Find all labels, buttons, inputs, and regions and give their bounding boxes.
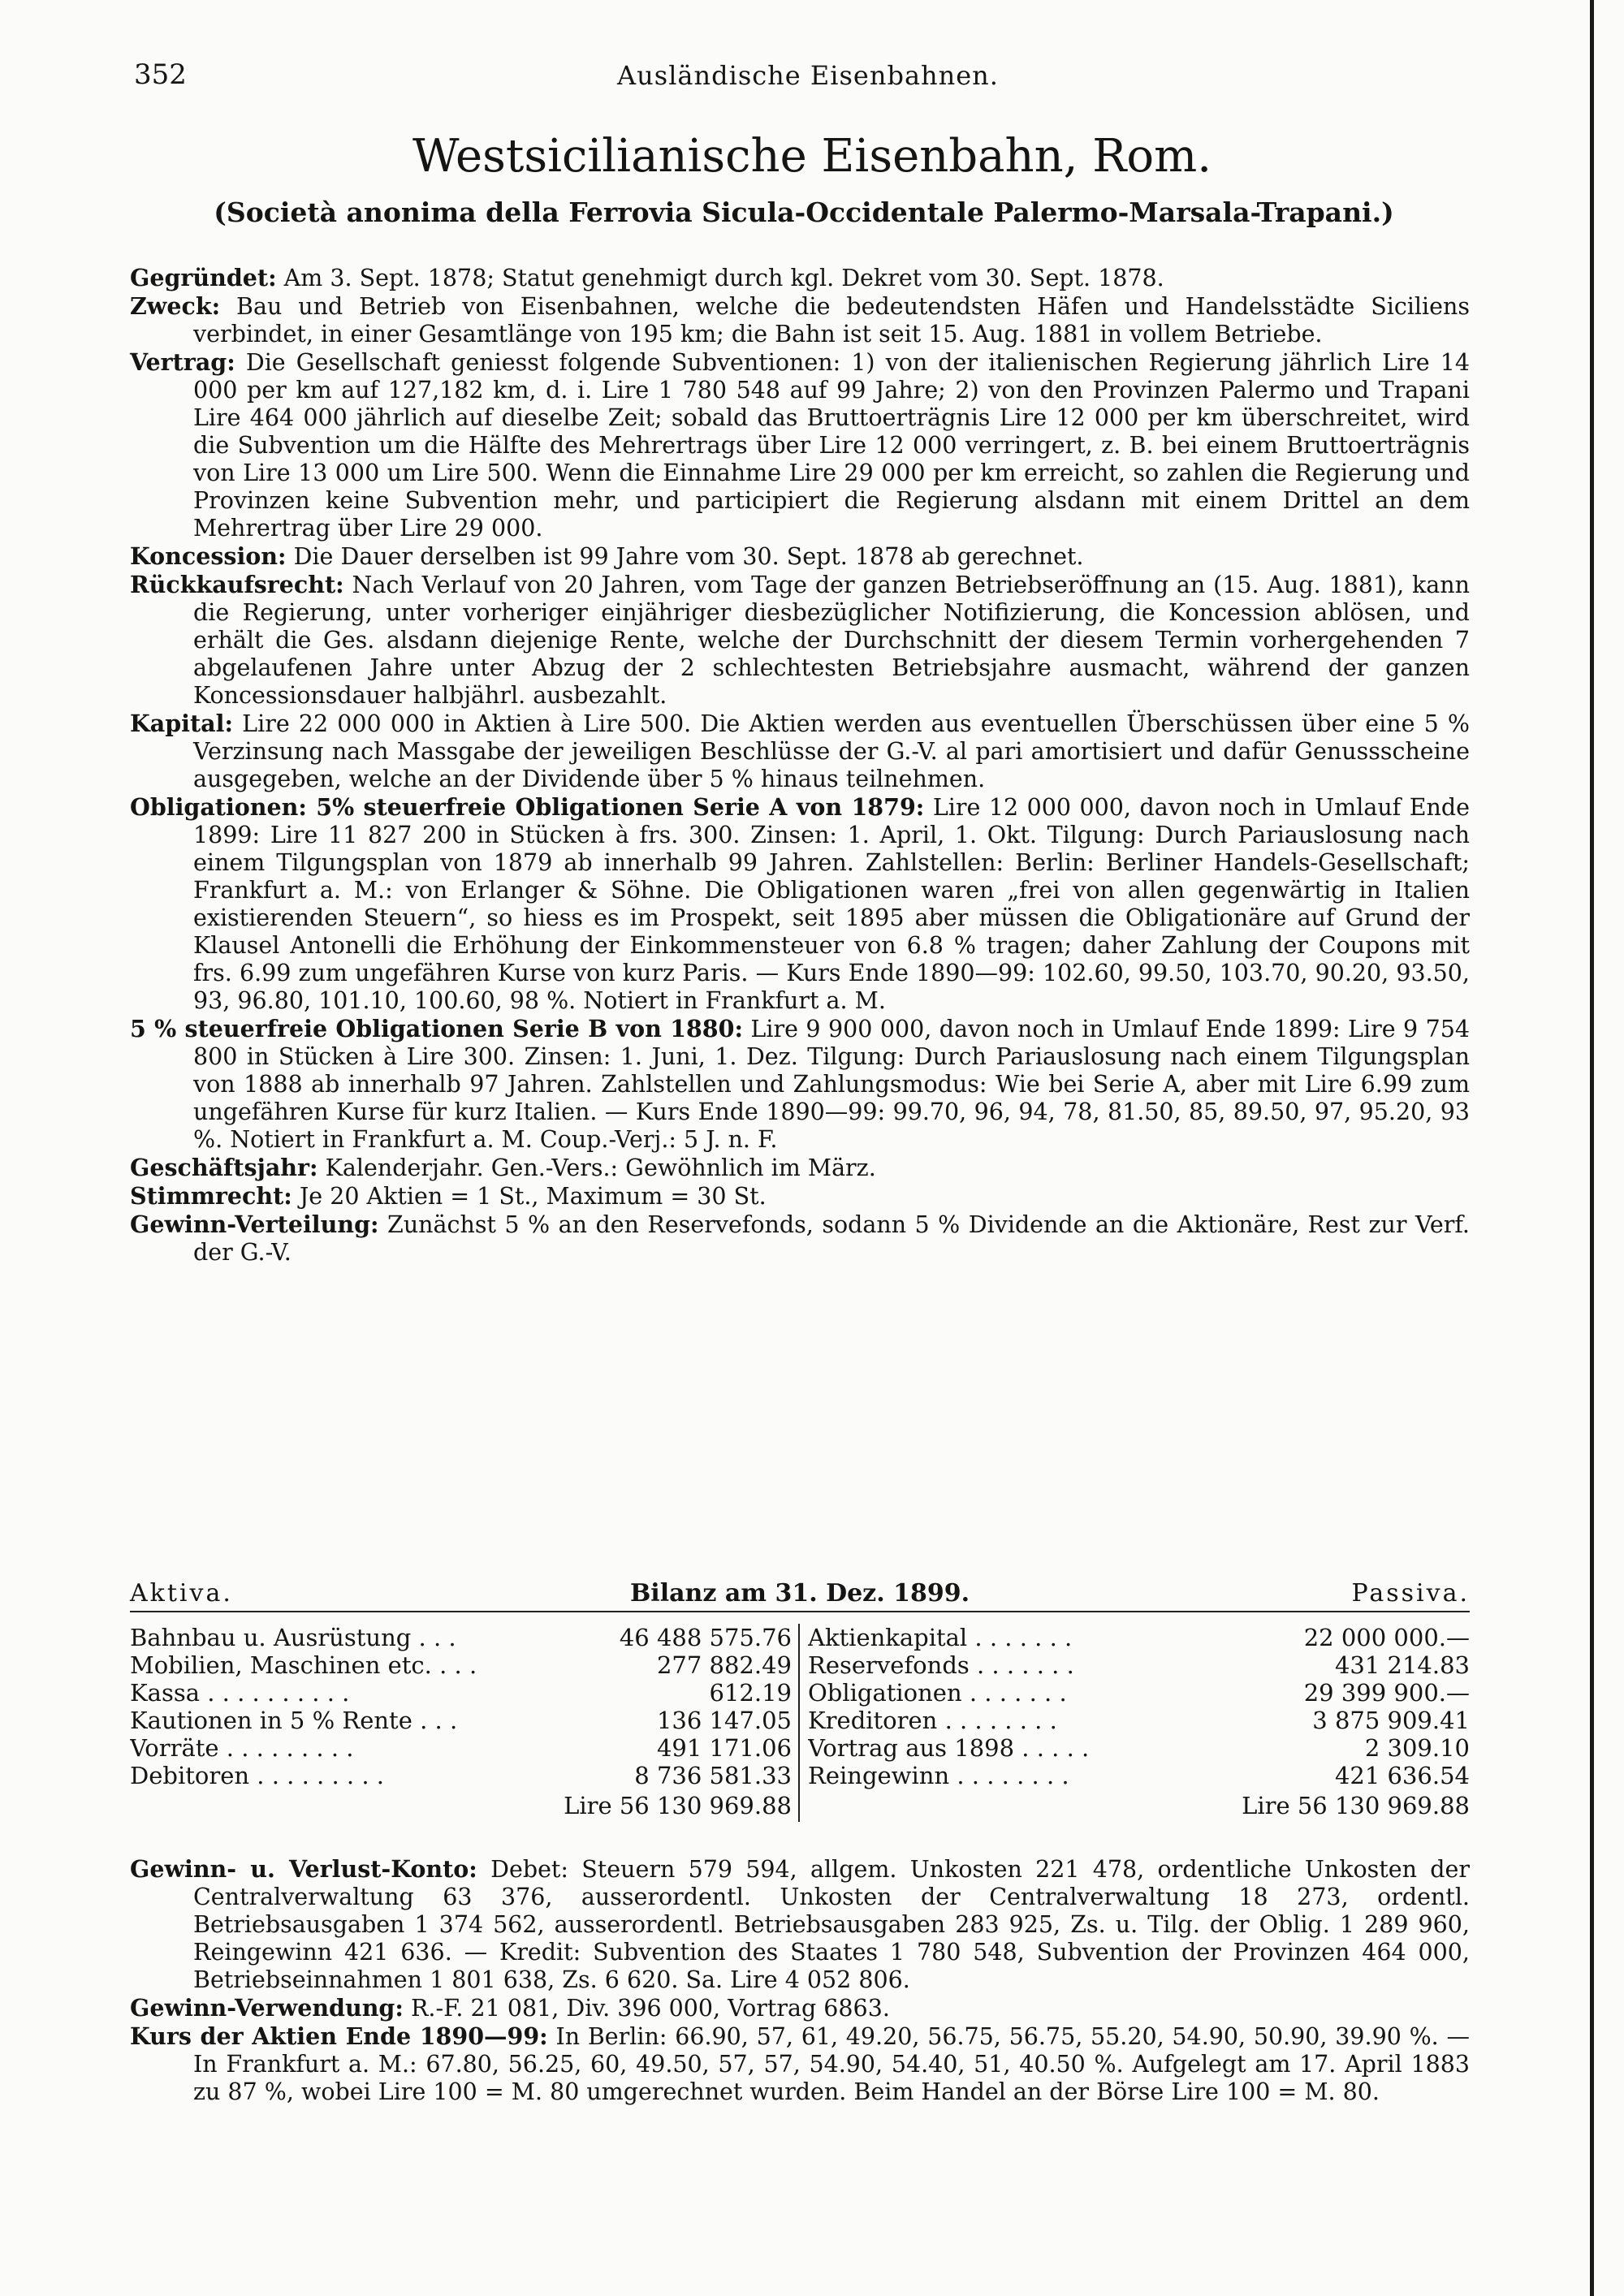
section-geschaeftsjahr: Geschäftsjahr: Kalenderjahr. Gen.-Vers.: Gewöhnlich im März. — [130, 1154, 876, 1181]
section-zweck: Zweck: Bau und Betrieb von Eisenbahnen, welche die bedeutendsten Häfen und Handelsstädte Siciliens verbindet, in einer Gesamtlänge von 195 km; die Bahn ist seit 15. Aug. 1881 in vollem Betriebe. — [130, 292, 1470, 347]
balance-sheet-columns — [130, 1624, 1470, 1822]
aktiva-row: Vorräte . . . . . . . . . 491 171.06 — [130, 1734, 792, 1762]
page-edge-shadow — [1590, 0, 1594, 2296]
section-kurs-der-aktien: Kurs der Aktien Ende 1890—99: In Berlin: 66.90, 57, 61, 49.20, 56.75, 56.75, 55.20, 54.90, 50.90, 39.90 %. — In Frankfurt a. M.: 67.80, 56.25, 60, 49.50, 57, 57, 54.90, 54.40, 51, 40.50 %. Aufgelegt am 17. April 1883 zu 87 %, wobei Lire 100 = M. 80 umgerechnet wurden. Beim Handel an der Börse Lire 100 = M. 80. — [130, 2022, 1470, 2105]
passiva-row: Obligationen . . . . . . . 29 399 900.— — [808, 1679, 1470, 1707]
balance-sheet-header — [130, 1573, 1470, 1612]
section-gegruendet: Gegründet: Am 3. Sept. 1878; Statut genehmigt durch kgl. Dekret vom 30. Sept. 1878. — [130, 264, 1164, 291]
section-gewinn-verteilung: Gewinn-Verteilung: Zunächst 5 % an den Reservefonds, sodann 5 % Dividende an die Aktionäre, Rest zur Verf. der G.-V. — [130, 1211, 1470, 1266]
company-details — [130, 264, 1470, 1267]
passiva-column — [800, 1624, 1470, 1822]
aktiva-row: Mobilien, Maschinen etc. . . . 277 882.49 — [130, 1651, 792, 1679]
passiva-row: Aktienkapital . . . . . . . 22 000 000.— — [808, 1624, 1470, 1651]
section-gewinn-verlust-konto: Gewinn- u. Verlust-Konto: Debet: Steuern 579 594, allgem. Unkosten 221 478, ordentliche Unkosten der Centralverwaltung 63 376, ausserordentl. Unkosten der Centralverwaltung 18 273, ordentl. Betriebsausgaben 1 374 562, ausserordentl. Betriebsausgaben 283 925, Zs. u. Tilg. der Oblig. 1 289 960, Reingewinn 421 636. — Kredit: Subvention des Staates 1 780 548, Subvention der Provinzen 464 000, Betriebseinnahmen 1 801 638, Zs. 6 620. Sa. Lire 4 052 806. — [130, 1855, 1470, 1993]
section-obligationen-b: 5 % steuerfreie Obligationen Serie B von 1880: Lire 9 900 000, davon noch in Umlauf Ende 1899: Lire 9 754 800 in Stücken à Lire 300. Zinsen: 1. Juni, 1. Dez. Tilgung: Durch Pariauslosung nach einem Tilgungsplan von 1888 ab innerhalb 97 Jahren. Zahlstellen und Zahlungsmodus: Wie bei Serie A, aber mit Lire 6.99 zum ungefähren Kurse für kurz Italien. — Kurs Ende 1890—99: 99.70, 96, 94, 78, 81.50, 85, 89.50, 97, 95.20, 93 %. Notiert in Frankfurt a. M. Coup.-Verj.: 5 J. n. F. — [130, 1015, 1470, 1153]
aktiva-row: Kassa . . . . . . . . . . 612.19 — [130, 1679, 792, 1707]
aktiva-row: Debitoren . . . . . . . . . 8 736 581.33 — [130, 1762, 792, 1789]
section-obligationen-a: Obligationen: 5% steuerfreie Obligationen Serie A von 1879: Lire 12 000 000, davon noch in Umlauf Ende 1899: Lire 11 827 200 in Stücken à frs. 300. Zinsen: 1. April, 1. Okt. Tilgung: Durch Pariauslosung nach einem Tilgungsplan von 1879 ab innerhalb 99 Jahren. Zahlstellen: Berlin: Berliner Handels-Gesellschaft; Frankfurt a. M.: von Erlanger & Söhne. Die Obligationen waren „frei von allen gegenwärtig in Italien existierenden Steuern“, so hiess es im Prospekt, seit 1895 aber müssen die Obligationäre auf Grund der Klausel Antonelli die Erhöhung der Einkommensteuer von 6.8 % tragen; daher Zahlung der Coupons mit frs. 6.99 zum ungefähren Kurse von kurz Paris. — Kurs Ende 1890—99: 102.60, 99.50, 103.70, 90.20, 93.50, 93, 96.80, 101.10, 100.60, 98 %. Notiert in Frankfurt a. M. — [130, 793, 1470, 1014]
passiva-row: Reservefonds . . . . . . . 431 214.83 — [808, 1651, 1470, 1679]
passiva-row: Vortrag aus 1898 . . . . . 2 309.10 — [808, 1734, 1470, 1762]
section-koncession: Koncession: Die Dauer derselben ist 99 Jahre vom 30. Sept. 1878 ab gerechnet. — [130, 542, 1084, 570]
section-gewinn-verwendung: Gewinn-Verwendung: R.-F. 21 081, Div. 396 000, Vortrag 6863. — [130, 1994, 890, 2022]
company-title: Westsicilianische Eisenbahn, Rom. — [412, 130, 1212, 183]
balance-sheet-title: Bilanz am 31. Dez. 1899. — [629, 1579, 970, 1608]
aktiva-row: Kautionen in 5 % Rente . . . 136 147.05 — [130, 1707, 792, 1734]
section-kapital: Kapital: Lire 22 000 000 in Aktien à Lire 500. Die Aktien werden aus eventuellen Überschüssen über eine 5 % Verzinsung nach Massgabe der jeweiligen Beschlüsse der G.-V. al pari amortisiert und dafür Genussscheine ausgegeben, welche an der Dividende über 5 % hinaus teilnehmen. — [130, 710, 1470, 792]
section-vertrag: Vertrag: Die Gesellschaft geniesst folgende Subventionen: 1) von der italienischen Regierung jährlich Lire 14 000 per km auf 127,182 km, d. i. Lire 1 780 548 auf 99 Jahre; 2) von den Provinzen Palermo und Trapani Lire 464 000 jährlich auf dieselbe Zeit; sobald das Bruttoerträgnis Lire 12 000 per km überschreitet, wird die Subvention um die Hälfte des Mehrertrags über Lire 12 000 verringert, z. B. bei einem Bruttoerträgnis von Lire 13 000 um Lire 500. Wenn die Einnahme Lire 29 000 per km erreicht, so zahlen die Regierung und Provinzen keine Subvention mehr, und participiert die Regierung alsdann mit einem Drittel an dem Mehrertrag über Lire 29 000. — [130, 348, 1471, 542]
passiva-total: Lire 56 130 969.88 — [1242, 1792, 1470, 1819]
aktiva-row: Bahnbau u. Ausrüstung . . . 46 488 575.76 — [130, 1624, 792, 1651]
passiva-label: Passiva. — [1351, 1579, 1470, 1608]
passiva-row: Kreditoren . . . . . . . . 3 875 909.41 — [808, 1707, 1470, 1734]
page-number: 352 — [134, 58, 187, 91]
passiva-row: Reingewinn . . . . . . . . 421 636.54 — [808, 1762, 1470, 1789]
running-title: Ausländische Eisenbahnen. — [617, 60, 999, 91]
section-stimmrecht: Stimmrecht: Je 20 Aktien = 1 St., Maximum = 30 St. — [130, 1182, 767, 1210]
profit-and-loss-section — [130, 1855, 1470, 2106]
aktiva-column — [130, 1624, 800, 1822]
aktiva-total: Lire 56 130 969.88 — [564, 1792, 792, 1819]
section-rueckkaufsrecht: Rückkaufsrecht: Nach Verlauf von 20 Jahren, vom Tage der ganzen Betriebseröffnung an (15. Aug. 1881), kann die Regierung, unter vorheriger einjähriger diesbezüglicher Notifizierung, die Koncession ablösen, und erhält die Ges. alsdann diejenige Rente, welche der Durchschnitt der diesem Termin vorhergehenden 7 abgelaufenen Jahre unter Abzug der 2 schlechtesten Betriebsjahre ausmacht, während der ganzen Koncessionsdauer halbjährl. ausbezahlt. — [130, 571, 1471, 709]
company-subtitle: (Società anonima della Ferrovia Sicula-Occidentale Palermo-Marsala-Trapani.) — [214, 196, 1394, 228]
aktiva-label: Aktiva. — [130, 1579, 233, 1608]
balance-sheet — [130, 1573, 1470, 1822]
